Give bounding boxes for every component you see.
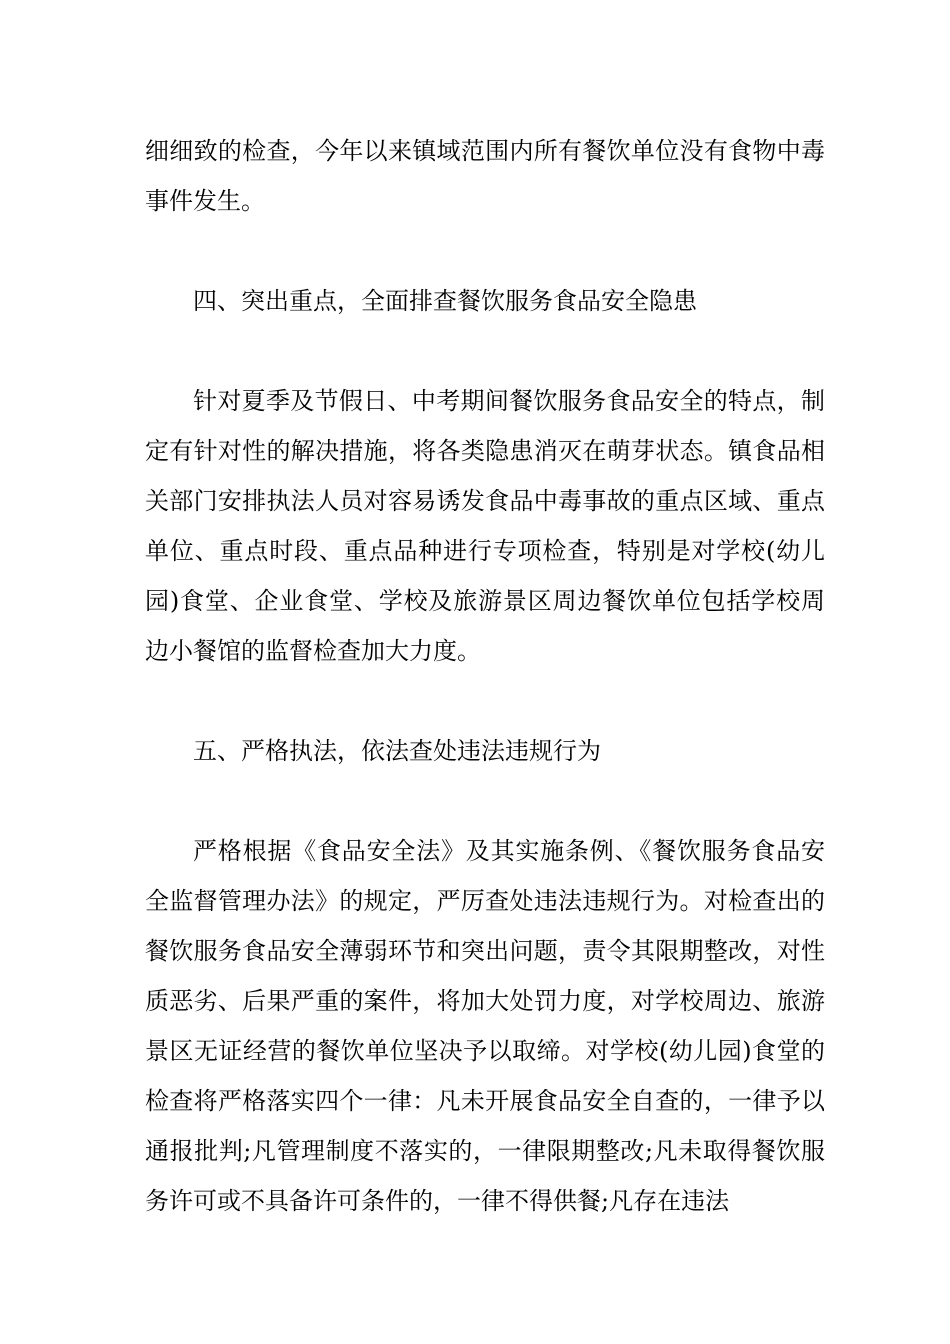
paragraph-section-4: 针对夏季及节假日、中考期间餐饮服务食品安全的特点，制定有针对性的解决措施，将各类隐患消灭在萌芽状态。镇食品相关部门安排执法人员对容易诱发食品中毒事故的重点区域、重点单位、重点时段、重点品种进行专项检查，特别是对学校(幼儿园)食堂、企业食堂、学校及旅游景区周边餐饮单位包括学校周边小餐馆的监督检查加大力度。 — [145, 387, 825, 665]
paragraph-gap — [145, 676, 825, 726]
paragraph-section-5: 严格根据《食品安全法》及其实施条例、《餐饮服务食品安全监督管理办法》的规定，严厉查处违法违规行为。对检查出的餐饮服务食品安全薄弱环节和突出问题，责令其限期整改，对性质恶劣、后果严重的案件，将加大处罚力度，对学校周边、旅游景区无证经营的餐饮单位坚决予以取缔。对学校(幼儿园)食堂的检查将严格落实四个一律：凡未开展食品安全自查的，一律予以通报批判;凡管理制度不落实的，一律限期整改;凡未取得餐饮服务许可或不具备许可条件的，一律不得供餐;凡存在违法 — [145, 837, 825, 1215]
section-heading-5: 五、严格执法，依法查处违法违规行为 — [193, 737, 601, 765]
section-heading-4: 四、突出重点，全面排查餐饮服务食品安全隐患 — [193, 287, 697, 315]
paragraph-continuation: 细细致的检查，今年以来镇域范围内所有餐饮单位没有食物中毒事件发生。 — [145, 137, 825, 215]
document-body — [145, 126, 825, 1226]
paragraph-gap — [145, 326, 825, 376]
paragraph-gap — [145, 776, 825, 826]
paragraph-gap — [145, 226, 825, 276]
